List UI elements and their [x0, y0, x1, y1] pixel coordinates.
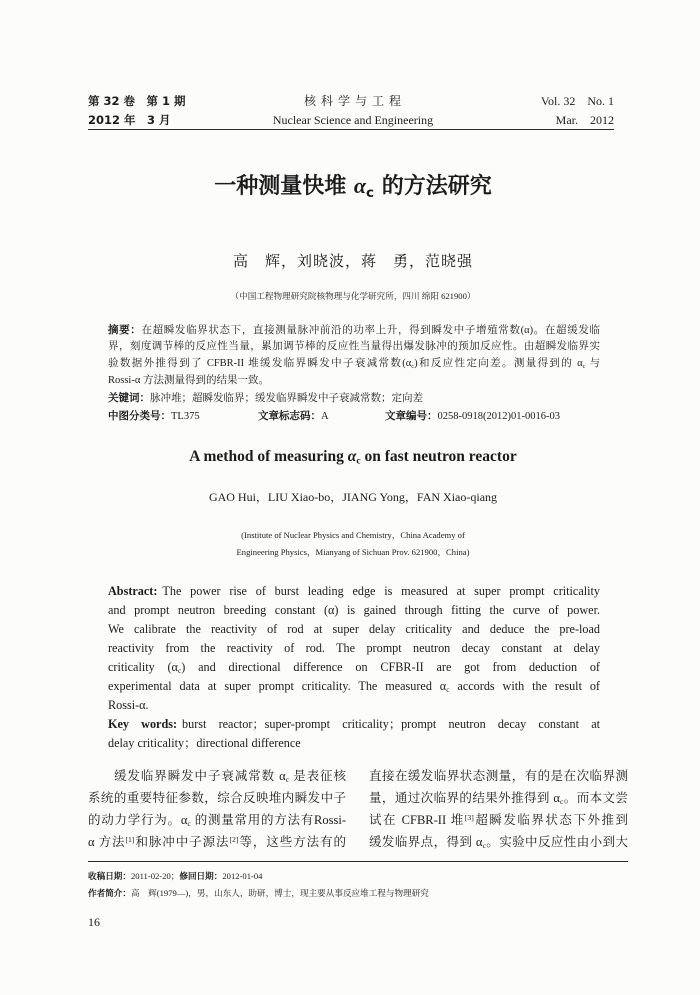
- abstract-cn-label: 摘要：: [108, 324, 142, 336]
- title-en-end: on fast neutron reactor: [360, 448, 517, 465]
- abstract-cn-text: 与: [585, 358, 600, 369]
- footnote-author-bio: [88, 887, 429, 899]
- body-line: [369, 810, 628, 830]
- subscript-c: c: [187, 819, 191, 829]
- affiliation-en-line: (Institute of Nuclear Physics and Chemistry，China Academy of: [241, 530, 465, 540]
- document-code: [258, 408, 329, 424]
- abstract-en-text: ) and directional difference on CFBR-II are got from deduction of: [181, 660, 600, 674]
- subscript-c: c: [411, 362, 415, 370]
- paper-title-cn: [88, 171, 618, 201]
- body-text: 的测量常用的方法有Rossi-: [190, 813, 346, 827]
- body-text: 缓发临界点，得到 α: [369, 835, 483, 849]
- abstract-en-text: We calibrate the reactivity of rod at super delay criticality and deduce the pre-load: [108, 622, 600, 636]
- keywords-cn-label: 关键词：: [108, 392, 150, 404]
- abstract-en-text: Rossi-α.: [108, 698, 149, 712]
- header-journal-name-cn: 核 科 学 与 工 程: [303, 94, 402, 108]
- header-journal-name-en: Nuclear Science and Engineering: [272, 113, 434, 127]
- subscript-c: c: [559, 797, 564, 807]
- article-number-label: 文章编号：: [385, 410, 438, 422]
- title-en-start: A method of measuring: [189, 448, 348, 465]
- abstract-en-line: [108, 639, 600, 657]
- body-text: 试在 CFBR-II 堆: [369, 813, 465, 827]
- abstract-en-text: accords with the result of: [449, 679, 600, 693]
- body-text: 是表征核: [289, 769, 346, 783]
- body-text: 等，这些方法有的: [238, 835, 346, 849]
- affiliation-en-line: Engineering Physics，Mianyang of Sichuan Prov. 621900，China): [236, 547, 470, 557]
- clc-number: [108, 408, 200, 424]
- alpha-symbol: α: [353, 173, 367, 198]
- author-list-cn: 高 辉，刘晓波，蒋 勇，范晓强: [232, 254, 473, 270]
- header-date-cn: 2012 年 3 月: [88, 113, 171, 127]
- article-number-value: 0258-0918(2012)01-0016-03: [437, 411, 560, 422]
- keywords-en-text: burst reactor；super-prompt criticality；prompt neutron decay constant at: [182, 717, 600, 731]
- body-text: 直接在缓发临界状态测量，有的是在次临界测: [369, 769, 628, 783]
- abstract-en-line: [108, 582, 600, 600]
- header-volume-issue-cn: 第 32 卷 第 1 期: [88, 94, 186, 108]
- subscript-c: c: [482, 841, 486, 851]
- body-line: [114, 766, 346, 786]
- subscript-c: c: [582, 362, 586, 370]
- paper-title-en: [88, 447, 618, 467]
- abstract-en-text: experimental data at super prompt criticality. The measured α: [108, 679, 447, 693]
- body-line: [369, 832, 628, 852]
- body-line: [88, 788, 346, 808]
- body-text: α 方法: [88, 835, 126, 849]
- received-label: 收稿日期：: [88, 872, 131, 882]
- revised-date: 2012-01-04: [222, 871, 263, 881]
- footnote-dates: [88, 870, 262, 882]
- received-date: 2011-02-20；: [130, 871, 180, 881]
- clc-label: 中图分类号：: [108, 410, 171, 422]
- body-text: 。而本文尝: [563, 791, 628, 805]
- body-text: 系统的重要特征参数，综合反映堆内瞬发中子: [88, 791, 346, 805]
- footnote-rule: [88, 861, 628, 862]
- affiliation-cn: （中国工程物理研究院核物理与化学研究所，四川 绵阳 621900）: [230, 291, 476, 301]
- subscript-c: c: [446, 685, 450, 695]
- header-date-en: Mar. 2012: [555, 113, 614, 127]
- header-volume-issue-en: Vol. 32 No. 1: [540, 94, 614, 108]
- subscript-c: c: [177, 666, 182, 676]
- article-number: [385, 408, 560, 424]
- abstract-cn-text: Rossi-α 方法测量得到的结果一致。: [108, 375, 269, 386]
- citation-ref: [2]: [229, 834, 239, 844]
- abstract-en-line: [108, 696, 149, 714]
- title-cn-start: 一种测量快堆: [214, 174, 354, 199]
- keywords-cn: [108, 390, 423, 406]
- abstract-cn-line: [108, 356, 600, 372]
- page-number: 16: [88, 915, 100, 929]
- keywords-cn-text: 脉冲堆；超瞬发临界；缓发临界瞬发中子衰减常数；定向差: [150, 393, 423, 404]
- abstract-cn-text: 在超瞬发临界状态下，直接测量脉冲前沿的功率上升，得到瞬发中子增殖常数(α)。在超缓发临: [141, 325, 600, 336]
- abstract-en-label: Abstract:: [108, 584, 158, 598]
- document-code-value: A: [321, 411, 329, 422]
- clc-value: TL375: [171, 411, 200, 422]
- citation-ref: [3]: [464, 812, 474, 822]
- body-text: 缓发临界瞬发中子衰减常数 α: [114, 769, 286, 783]
- revised-label: 修回日期：: [179, 872, 223, 882]
- abstract-en-line: [108, 658, 600, 676]
- abstract-en-line: [108, 620, 600, 638]
- body-text: 。实验中反应性由小到大: [485, 835, 628, 849]
- abstract-en-text: reactivity from the reactivity of rod. The prompt neutron decay constant at delay: [108, 641, 600, 655]
- title-cn-end: 的方法研究: [374, 174, 492, 199]
- author-list-en: GAO Hui，LIU Xiao-bo，JIANG Yong，FAN Xiao-qiang: [208, 490, 498, 504]
- abstract-cn-text: 界，刻度调节棒的反应性当量，累加调节棒的反应性当量得出爆发脉冲的预加反应性。由超瞬发临界实: [108, 341, 600, 352]
- keywords-en-line: [108, 715, 600, 733]
- body-line: [88, 810, 346, 830]
- header-rule: [88, 129, 614, 130]
- document-code-label: 文章标志码：: [258, 410, 321, 422]
- keywords-en-label: Key words:: [108, 717, 178, 731]
- alpha-symbol: α: [347, 448, 357, 465]
- keywords-en-line: delay criticality；directional difference: [108, 736, 301, 750]
- body-line: [369, 788, 628, 808]
- abstract-en-text: and prompt neutron breeding constant (α) is gained through fitting the curve of power.: [108, 603, 600, 617]
- author-bio-text: 高 辉(1979—)，男，山东人，助研，博士，现主要从事反应堆工程与物理研究: [130, 888, 429, 898]
- subscript-c: c: [366, 184, 375, 201]
- body-line: [369, 766, 628, 786]
- body-text: 超瞬发临界状态下外推到: [473, 813, 628, 827]
- body-text: 和脉冲中子源法: [134, 835, 230, 849]
- body-text: 量，通过次临界的结果外推得到 α: [369, 791, 560, 805]
- abstract-cn-line: [108, 373, 269, 389]
- citation-ref: [1]: [125, 834, 135, 844]
- abstract-en-text: The power rise of burst leading edge is measured at super prompt criticality: [162, 584, 600, 598]
- abstract-cn-text: 验数据外推得到了 CFBR-II 堆缓发临界瞬发中子衰减常数(α: [108, 358, 412, 369]
- abstract-en-text: criticality (α: [108, 660, 178, 674]
- abstract-cn-line: [108, 339, 600, 355]
- abstract-en-line: [108, 601, 600, 619]
- body-line: [88, 832, 346, 852]
- subscript-c: c: [285, 775, 290, 785]
- body-text: 的动力学行为。α: [88, 813, 188, 827]
- author-bio-label: 作者简介：: [88, 889, 131, 899]
- subscript-c: c: [356, 455, 361, 467]
- abstract-cn-line: [108, 322, 600, 338]
- abstract-cn-text: )和反应性定向差。测量得到的 α: [414, 358, 583, 369]
- abstract-en-line: [108, 677, 600, 695]
